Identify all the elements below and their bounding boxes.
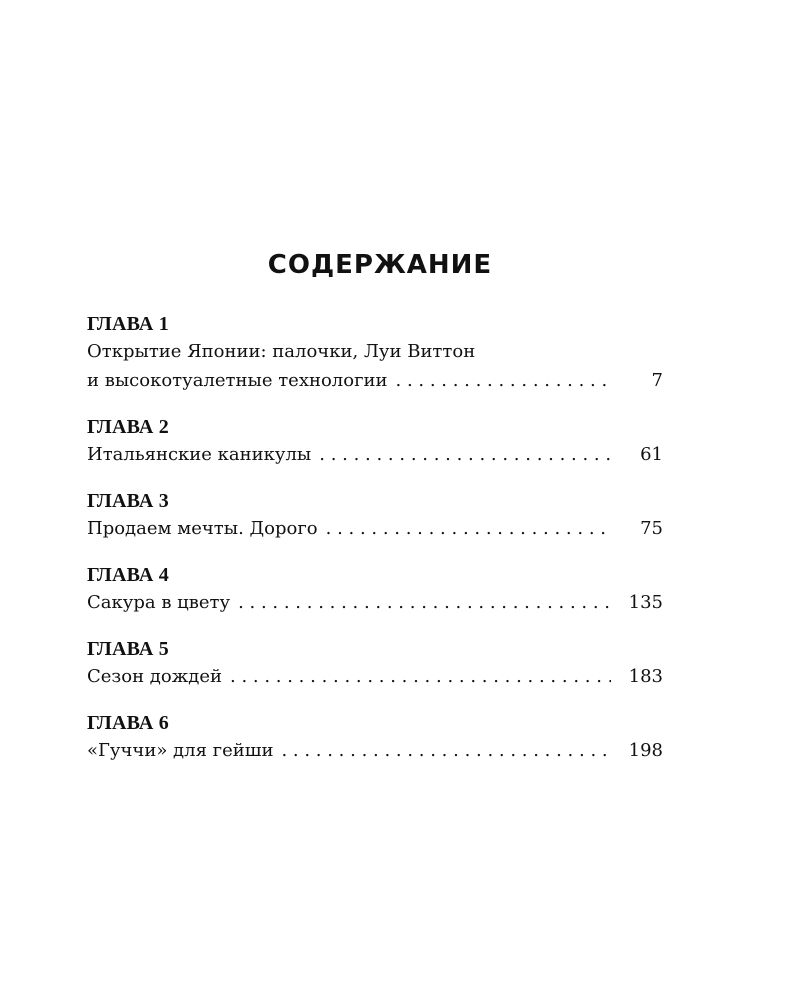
- page-number: 198: [628, 740, 663, 761]
- entry-title-line: [87, 662, 663, 691]
- dot-leader: [326, 514, 611, 543]
- table-of-contents: [87, 311, 663, 784]
- page-number: 7: [651, 370, 663, 391]
- entry-title-line: [87, 440, 663, 469]
- toc-entry: [87, 514, 663, 543]
- chapter-label: ГЛАВА 3: [87, 490, 169, 512]
- entry-title: Продаем мечты. Дорого: [87, 518, 318, 539]
- page-number: 61: [640, 444, 663, 465]
- page-number: 135: [628, 592, 663, 613]
- toc-entry: [87, 337, 663, 395]
- entry-title-line: [87, 588, 663, 617]
- chapter-label: ГЛАВА 4: [87, 564, 169, 586]
- toc-entry: [87, 662, 663, 691]
- entry-title: Сезон дождей: [87, 666, 223, 687]
- entry-title-line: [87, 337, 663, 366]
- page-title: СОДЕРЖАНИЕ: [267, 250, 493, 280]
- entry-title: Итальянские каникулы: [87, 444, 312, 465]
- entry-title: Сакура в цвету: [87, 592, 231, 613]
- toc-chapter-4[interactable]: [87, 562, 663, 617]
- toc-chapter-5[interactable]: [87, 636, 663, 691]
- dot-leader: [281, 736, 611, 765]
- toc-entry: [87, 440, 663, 469]
- page-number: 75: [640, 518, 663, 539]
- toc-chapter-1[interactable]: [87, 311, 663, 395]
- toc-entry: [87, 588, 663, 617]
- toc-chapter-6[interactable]: [87, 710, 663, 765]
- dot-leader: [396, 366, 612, 395]
- chapter-label: ГЛАВА 1: [87, 313, 169, 335]
- entry-title-line: [87, 366, 663, 395]
- toc-chapter-2[interactable]: [87, 414, 663, 469]
- chapter-label: ГЛАВА 5: [87, 638, 169, 660]
- dot-leader: [230, 662, 611, 691]
- entry-title: «Гуччи» для гейши: [87, 740, 274, 761]
- dot-leader: [319, 440, 611, 469]
- entry-title: Открытие Японии: палочки, Луи Виттон: [87, 341, 476, 362]
- chapter-label: ГЛАВА 6: [87, 712, 169, 734]
- entry-title: и высокотуалетные технологии: [87, 370, 388, 391]
- toc-entry: [87, 736, 663, 765]
- dot-leader: [238, 588, 611, 617]
- toc-chapter-3[interactable]: [87, 488, 663, 543]
- entry-title-line: [87, 736, 663, 765]
- entry-title-line: [87, 514, 663, 543]
- chapter-label: ГЛАВА 2: [87, 416, 169, 438]
- page-number: 183: [628, 666, 663, 687]
